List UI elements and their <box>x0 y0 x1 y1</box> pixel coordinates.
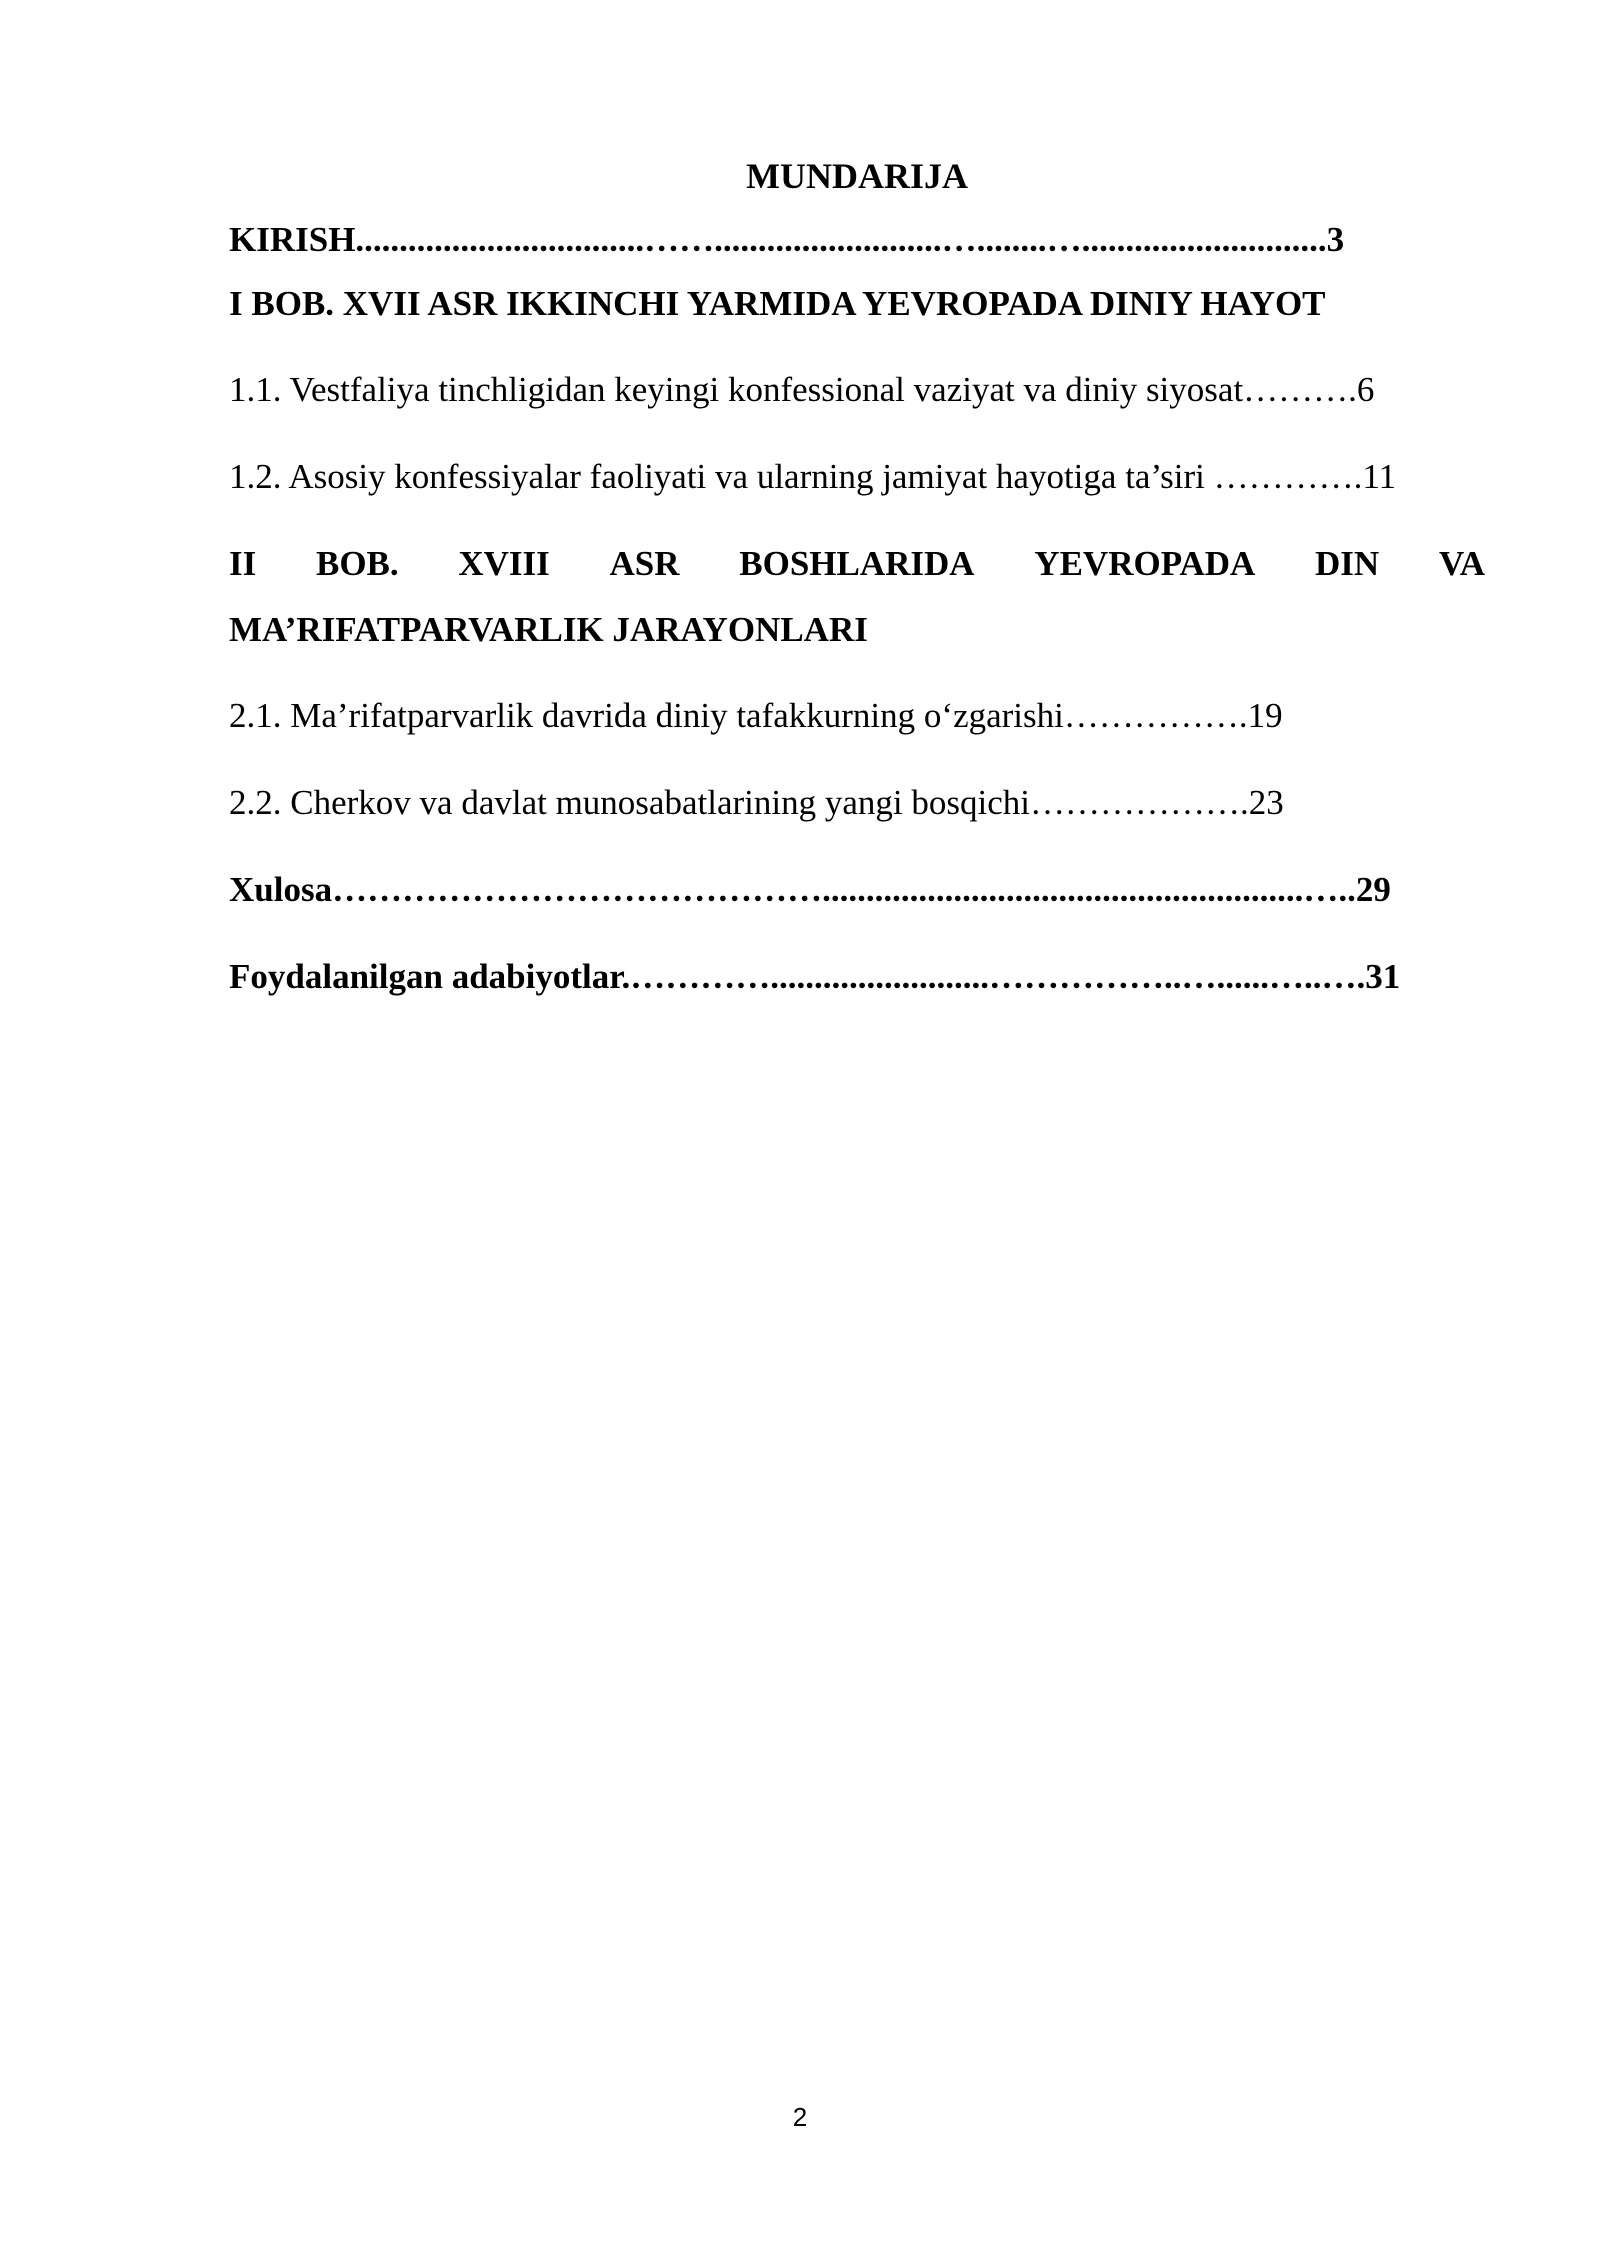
chapter-2-word: YEVROPADA <box>1034 544 1256 583</box>
toc-entry-1-2: 1.2. Asosiy konfessiyalar faoliyati va ularning jamiyat hayotiga ta’siri ………….11 <box>229 457 1397 496</box>
chapter-2-word: VA <box>1438 544 1485 583</box>
chapter-2-word: XVIII <box>458 544 550 583</box>
chapter-2-word: ASR <box>609 544 680 583</box>
toc-chapter-2-line-1 <box>229 531 1485 597</box>
toc-title: MUNDARIJA <box>746 156 968 196</box>
toc-entry-kirish: KIRISH.................................……..........................…........…............................3 <box>229 220 1345 259</box>
chapter-2-word: BOSHLARIDA <box>739 544 975 583</box>
toc-entry-1-1: 1.1. Vestfaliya tinchligidan keyingi konfessional vaziyat va diniy siyosat……….6 <box>229 370 1375 409</box>
toc-entry-2-1: 2.1. Ma’rifatparvarlik davrida diniy tafakkurning o‘zgarishi…………….19 <box>229 696 1283 735</box>
chapter-2-word: BOB. <box>315 544 399 583</box>
page-number: 2 <box>792 2102 808 2132</box>
toc-entry-2-2: 2.2. Cherkov va davlat munosabatlarining yangi bosqichi……………….23 <box>229 783 1284 822</box>
chapter-2-word: II <box>229 544 257 583</box>
toc-chapter-2-line-2: MA’RIFATPARVARLIK JARAYONLARI <box>229 610 868 649</box>
toc-entry-xulosa: Xulosa…………………………………….......................................................…..29 <box>229 870 1391 909</box>
chapter-2-word: DIN <box>1315 544 1380 583</box>
toc-chapter-2 <box>229 531 1485 663</box>
toc-entry-references: Foydalanilgan adabiyotlar.………….........................……………..…......…..….31 <box>229 957 1401 996</box>
toc-chapter-1: I BOB. XVII ASR IKKINCHI YARMIDA YEVROPADA DINIY HAYOT <box>229 284 1326 323</box>
table-of-contents <box>229 148 1485 1005</box>
